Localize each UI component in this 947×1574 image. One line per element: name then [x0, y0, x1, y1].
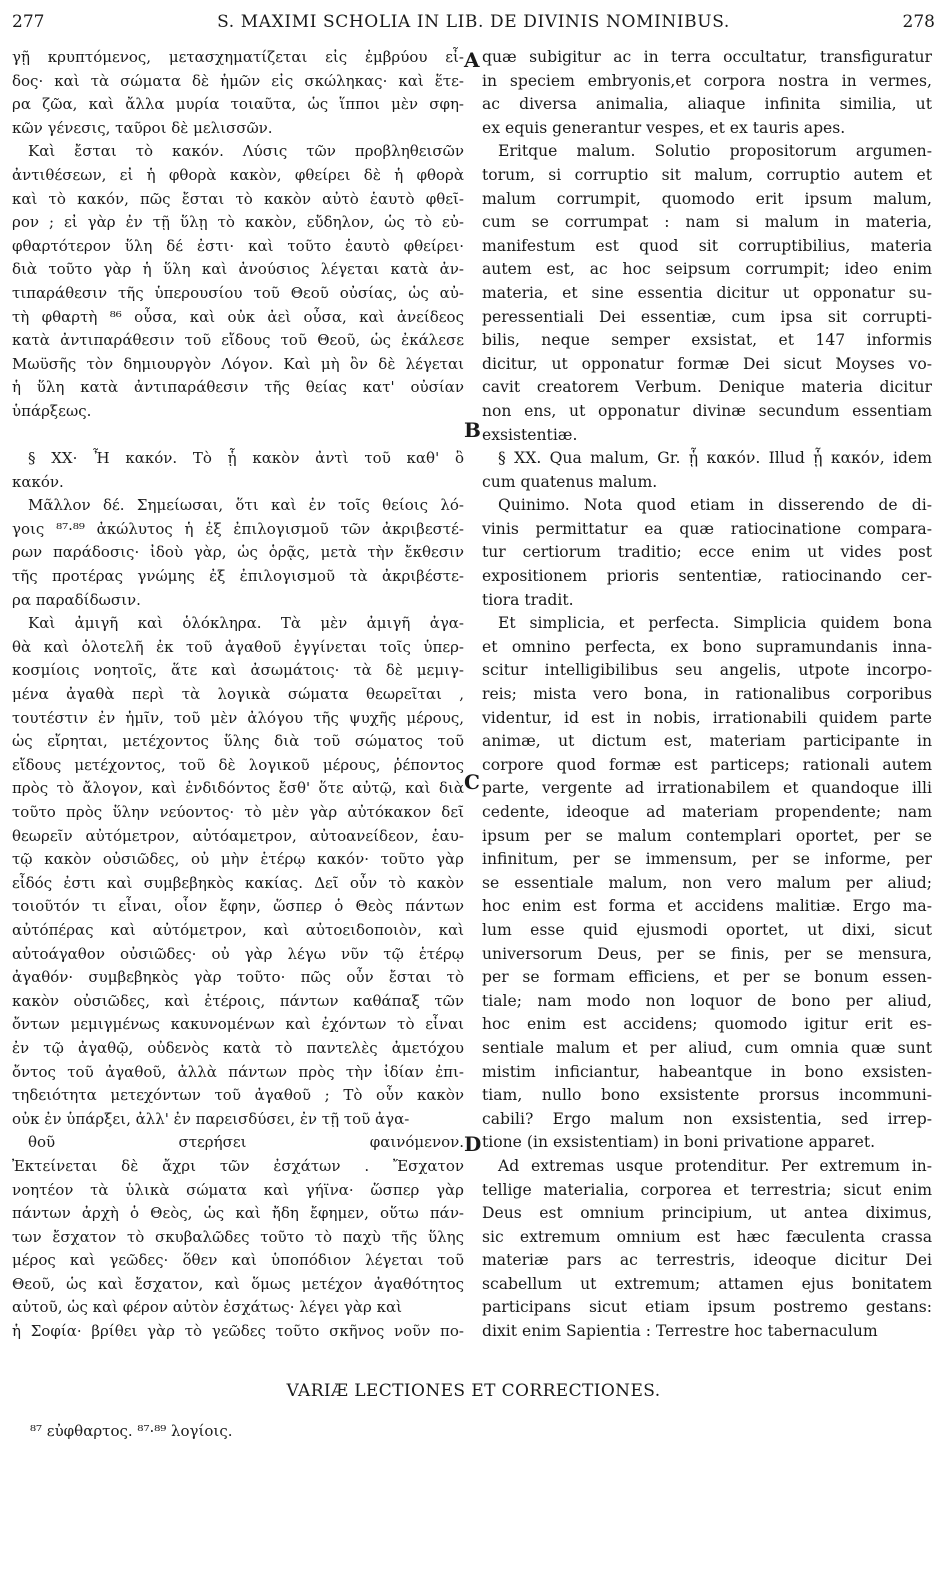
text-line: reis; mista vero bona, in rationalibus corporibus: [482, 685, 932, 704]
text-line: ρων παράδοσις· ἰδοὺ γὰρ, ὡς ὁρᾷς, μετὰ τὴν ἔκθεσιν: [12, 543, 464, 562]
text-line: ὄντων μεμιγμένως κακυνομένων καὶ ἐχόντων τὸ εἶναι: [12, 1015, 464, 1034]
text-line: κακόν.: [12, 472, 64, 491]
text-line: θοῦ στερήσει φαινόμενον.: [28, 1133, 464, 1152]
text-line: ἡ Σοφία· βρίθει γὰρ τὸ γεῶδες τοῦτο σκῆνος νοῦν πο-: [12, 1322, 464, 1341]
text-line: exsistentiæ.: [482, 425, 578, 444]
text-line: tiam, nullo bono exsistente prorsus incommuni-: [482, 1086, 932, 1105]
text-line: αὐτοάγαθον οὐσιῶδες· οὐ γὰρ λέγω νῦν τῷ ἑτέρῳ: [12, 944, 464, 963]
text-line: Et simplicia, et perfecta. Simplicia quidem bona: [498, 614, 932, 633]
text-line: ρα παραδίδωσιν.: [12, 590, 141, 609]
footnotes: ⁸⁷ εὐφθαρτος. ⁸⁷·⁸⁹ λογίοις.: [30, 1422, 233, 1440]
text-line: mistim inficiantur, habeantque in bono exsisten-: [482, 1062, 932, 1081]
text-line: videntur, id est in nobis, irrationabili quidem parte: [482, 708, 932, 727]
text-line: Θεοῦ, ὡς καὶ ἔσχατον, καὶ ὅμως μετέχον ἀγαθότητος: [12, 1274, 464, 1293]
text-line: bilis, neque semper exsistat, et 147 informis: [482, 331, 932, 350]
paragraph-gap: [12, 424, 464, 448]
text-line: Deus est omnium principium, ut antea diximus,: [482, 1204, 932, 1223]
section-title: VARIÆ LECTIONES ET CORRECTIONES.: [286, 1381, 661, 1401]
text-line: καὶ τὸ κακόν, πῶς ἔσται τὸ κακὸν αὐτὸ ἑαυτὸ φθεῖ-: [12, 189, 464, 208]
text-line: τηδειότητα μετεχόντων τοῦ ἀγαθοῦ ; Τὸ οὖν κακὸν: [12, 1086, 464, 1105]
text-line: κακὸν οὐσιῶδες, καὶ ἑτέροις, πάντων καθάπαξ τῶν: [12, 991, 464, 1010]
text-line: Ad extremas usque protenditur. Per extremum in-: [498, 1156, 932, 1175]
text-line: in speciem embryonis,et corpora nostra in vermes,: [482, 71, 932, 90]
text-line: μένα ἀγαθὰ περὶ τὰ λογικὰ σώματα θεωρεῖται ,: [12, 685, 464, 704]
text-line: ipsum per se malum contemplari oportet, per se: [482, 826, 932, 845]
text-line: dixit enim Sapientia : Terrestre hoc tabernaculum: [482, 1322, 878, 1341]
text-line: κῶν γένεσις, ταῦροι δὲ μελισσῶν.: [12, 118, 273, 137]
text-line: νοητέον τὰ ὑλικὰ σώματα καὶ γήϊνα· ὥσπερ γὰρ: [12, 1180, 464, 1199]
text-line: τῷ κακὸν οὐσιῶδες, οὐ μὴν ἑτέρῳ κακόν· τοῦτο γὰρ: [12, 850, 464, 869]
text-line: cavit creatorem Verbum. Denique materia dicitur: [482, 378, 932, 397]
text-line: autem est, ac hoc seipsum corrumpit; ideo enim: [482, 260, 932, 279]
text-line: τὴ φθαρτὴ ⁸⁶ οὖσα, καὶ οὐκ ἀεὶ οὖσα, καὶ ἀνείδεος: [12, 307, 464, 326]
text-line: Μωϋσῆς τὸν δημιουργὸν Λόγον. Καὶ μὴ ὂν δὲ λέγεται: [12, 354, 464, 373]
text-line: εἶδός ἐστι καὶ συμβεβηκὸς κακίας. Δεῖ οὖν τὸ κακὸν: [12, 873, 464, 892]
text-line: tiale; nam modo non loquor de bono per aliud,: [482, 991, 932, 1010]
text-line: malum corrumpit, quomodo erit ipsum malum,: [482, 189, 932, 208]
text-line: των ἔσχατον τὸ σκυβαλῶδες τοῦτο τὸ παχὺ τῆς ὕλης: [12, 1227, 464, 1246]
page-header: [0, 12, 947, 40]
text-line: δος· καὶ τὰ σώματα δὲ ἡμῶν εἰς σκώληκας· καὶ ἕτε-: [12, 71, 464, 90]
text-line: vinis permittatur ea quæ ratiocinatione compara-: [482, 519, 932, 538]
text-line: Μᾶλλον δέ. Σημείωσαι, ὅτι καὶ ἐν τοῖς θείοις λό-: [28, 496, 464, 515]
text-line: tellige materialia, corporea et terrestria; sicut enim: [482, 1180, 932, 1199]
text-line: γοις ⁸⁷·⁸⁹ ἀκώλυτος ἡ ἐξ ἐπιλογισμοῦ τῶν ἀκριβεστέ-: [12, 519, 464, 538]
text-line: τουτέστιν ἐν ἡμῖν, τοῦ μὲν ἀλόγου τῆς ψυχῆς μέρους,: [12, 708, 464, 727]
text-line: Quinimo. Nota quod etiam in disserendo de di-: [498, 496, 932, 515]
text-line: cedente, ideoque ad materiam propendente; nam: [482, 803, 932, 821]
text-line: αὐτόπέρας καὶ αὐτόμετρον, καὶ αὐτοειδοποιὸν, καὶ: [12, 920, 464, 939]
text-line: dicitur, ut opponatur formæ Dei sicut Moyses vo-: [482, 354, 932, 373]
text-line: manifestum est quod sit corruptibilius, materia: [482, 236, 932, 255]
text-line: κατὰ ἀντιπαράθεσιν τοῦ εἴδους τοῦ Θεοῦ, ὡς ἐκάλεσε: [12, 331, 464, 350]
text-line: γῇ κρυπτόμενος, μετασχηματίζεται εἰς ἐμβρύου εἶ-: [12, 48, 464, 66]
text-line: Eritque malum. Solutio propositorum argumen-: [498, 142, 932, 161]
text-line: μέρος καὶ γεῶδες· ὅθεν καὶ ὑποπόδιον λέγεται τοῦ: [12, 1251, 464, 1270]
greek-column: [12, 46, 464, 1344]
text-line: θεωρεῖν αὐτόμετρον, αὐτόαμετρον, αὐτοανείδεον, ἑαυ-: [12, 826, 464, 845]
text-line: cabili? Ergo malum non exsistentia, sed irrep-: [482, 1109, 932, 1128]
running-title: S. MAXIMI SCHOLIA IN LIB. DE DIVINIS NOMINIBUS.: [217, 12, 730, 32]
text-line: τοιοῦτόν τι εἶναι, οἷον ἔφην, ὥσπερ ὁ Θεὸς πάντων: [12, 897, 464, 916]
text-line: οὐκ ἐν ὑπάρξει, ἀλλ' ἐν παρεισδύσει, ἐν τῇ τοῦ ἀγα-: [12, 1109, 410, 1128]
text-line: πάντων ἀρχὴ ὁ Θεὸς, ὡς καὶ ἤδη ἔφημεν, οὕτω πάν-: [12, 1204, 464, 1223]
text-line: cum quatenus malum.: [482, 472, 658, 491]
text-line: πρὸς τὸ ἄλογον, καὶ ἐνδιδόντος ἔσθ' ὅτε αὐτῷ, καὶ διὰ: [12, 779, 464, 798]
text-line: torum, si corruptio sit malum, corruptio autem et: [482, 165, 932, 184]
text-line: τιπαράθεσιν τῆς ὑπερουσίου τοῦ Θεοῦ οὐσίας, ὡς αὐ-: [12, 283, 464, 302]
text-line: sentiale malum et per aliud, cum omnia quæ sunt: [482, 1038, 932, 1057]
text-line: Καὶ ἀμιγῆ καὶ ὁλόκληρα. Τὰ μὲν ἀμιγῆ ἀγα-: [28, 614, 464, 633]
margin-letter-a: A: [464, 48, 480, 72]
text-line: ex equis generantur vespes, et ex tauris apes.: [482, 118, 846, 137]
text-line: cum se corrumpat : nam si malum in materia,: [482, 213, 932, 232]
text-line: per se formam efficiens, et per se bonum essen-: [482, 968, 932, 987]
text-line: sic extremum omnium est hæc fæculenta crassa: [482, 1227, 932, 1246]
page-number-right: 278: [902, 12, 935, 32]
text-line: φθαρτότερον ὕλη δέ ἐστι· καὶ τοῦτο ἑαυτὸ φθείρει·: [12, 236, 464, 255]
text-line: ἀγαθόν· συμβεβηκὸς γὰρ τοῦτο· πῶς οὖν ἔσται τὸ: [12, 968, 464, 987]
text-line: Ἐκτείνεται δὲ ἄχρι τῶν ἐσχάτων . Ἔσχατον: [12, 1156, 464, 1175]
text-line: εἴδους μετέχοντος, τοῦ δὲ λογικοῦ μέρους, ῥέποντος: [12, 755, 464, 774]
margin-letter-c: C: [464, 770, 480, 794]
latin-column: [482, 46, 932, 1344]
text-line: non ens, ut opponatur divinæ secundum essentiam: [482, 401, 932, 420]
text-line: διὰ τοῦτο γὰρ ἡ ὕλη καὶ ἀνούσιος λέγεται κατὰ ἀν-: [12, 260, 464, 279]
margin-letter-d: D: [464, 1132, 482, 1156]
text-line: τῆς προτέρας γνώμης ἐξ ἐπιλογισμοῦ τὰ ἀκριβέστε-: [12, 567, 464, 586]
text-line: ρα ζῶα, καὶ ἄλλα μυρία τοιαῦτα, ὡς ἵπποι μὲν σφη-: [12, 95, 464, 114]
text-line: parte, vergente ad irrationabilem et quandoque illi: [482, 779, 932, 798]
text-line: κοσμίοις νοητοῖς, ἅτε καὶ ἀσωμάτοις· τὰ δὲ μεμιγ-: [12, 661, 464, 680]
text-line: § ΧΧ· Ἦ κακόν. Τὸ ᾗ κακὸν ἀντὶ τοῦ καθ' ὃ: [28, 449, 464, 468]
text-line: universorum Deus, per se finis, per se mensura,: [482, 944, 932, 963]
text-line: peressentiali Dei essentiæ, cum ipsa sit corrupti-: [482, 307, 932, 326]
text-line: corpore quod formæ est particeps; rationali autem: [482, 755, 932, 774]
text-line: Καὶ ἔσται τὸ κακόν. Λύσις τῶν προβληθεισῶν: [28, 142, 464, 161]
text-line: ἀντιθέσεων, εἰ ἡ φθορὰ κακὸν, φθείρει δὲ ἡ φθορὰ: [12, 165, 464, 184]
text-line: tur certiorum traditio; ecce enim ut vides post: [482, 543, 932, 562]
text-line: ὡς εἴρηται, μετέχοντος ὕλης διὰ τοῦ σώματος τοῦ: [12, 732, 464, 751]
page-number-left: 277: [12, 12, 45, 32]
text-line: quæ subigitur ac in terra occultatur, transfiguratur: [482, 48, 932, 66]
text-line: tione (in exsistentiam) in boni privatione apparet.: [482, 1133, 876, 1152]
text-line: θὰ καὶ ὁλοτελῆ ἐκ τοῦ ἀγαθοῦ ἐγγίνεται τοῖς ὑπερ-: [12, 637, 464, 656]
margin-letter-b: B: [464, 418, 481, 442]
text-line: animæ, ut dictum est, materiam participante in: [482, 732, 932, 751]
text-line: scitur intelligibilibus seu angelis, utpote incorpo-: [482, 661, 932, 680]
text-line: scabellum ut extremum; attamen ejus bonitatem: [482, 1274, 932, 1293]
text-line: ac diversa animalia, aliaque infinita similia, ut: [482, 95, 932, 114]
text-line: hoc enim est forma et accidens malitiæ. Ergo ma-: [482, 897, 932, 916]
text-line: ἐν τῷ ἀγαθῷ, οὐδενὸς κατὰ τὸ παντελὲς ἀμετόχου: [12, 1038, 464, 1057]
text-line: expositionem prioris sententiæ, ratiocinando cer-: [482, 567, 932, 586]
text-line: se essentiale malum, non vero malum per aliud;: [482, 873, 932, 892]
text-line: ἡ ὕλη κατὰ ἀντιπαράθεσιν τῆς θείας κατ' οὐσίαν: [12, 378, 464, 397]
text-line: lum esse quid ejusmodi oportet, ut dixi, sicut: [482, 920, 932, 939]
text-line: infinitum, per se immensum, per se informe, per: [482, 850, 932, 869]
text-line: τοῦτο πρὸς ὕλην νεύοντος· τὸ μὲν γὰρ αὐτόκακον δεῖ: [12, 803, 464, 821]
text-line: ὄντος τοῦ ἀγαθοῦ, ἀλλὰ πάντων πρὸς τὴν ἰδίαν ἐπι-: [12, 1062, 464, 1081]
text-line: tiora tradit.: [482, 590, 574, 609]
text-line: materia, et sine essentia dicitur ut opponatur su-: [482, 283, 932, 302]
text-line: ὑπάρξεως.: [12, 401, 92, 420]
text-line: materiæ pars ac terrestris, ideoque dicitur Dei: [482, 1251, 932, 1270]
text-line: hoc enim est accidens; quomodo igitur erit es-: [482, 1015, 932, 1034]
text-line: αὐτοῦ, ὡς καὶ φέρον αὐτὸν ἐσχάτως· λέγει γὰρ καὶ: [12, 1298, 402, 1317]
text-line: participans sicut etiam ipsum postremo gestans:: [482, 1298, 932, 1317]
text-line: § XX. Qua malum, Gr. ᾗ κακόν. Illud ᾗ κακόν, idem: [498, 449, 932, 468]
text-line: ρον ; εἰ γὰρ ἐν τῇ ὕλῃ τὸ κακὸν, εὔδηλον, ὡς τὸ εὐ-: [12, 213, 464, 232]
text-line: et omnino perfecta, ex bono supramundanis inna-: [482, 637, 932, 656]
